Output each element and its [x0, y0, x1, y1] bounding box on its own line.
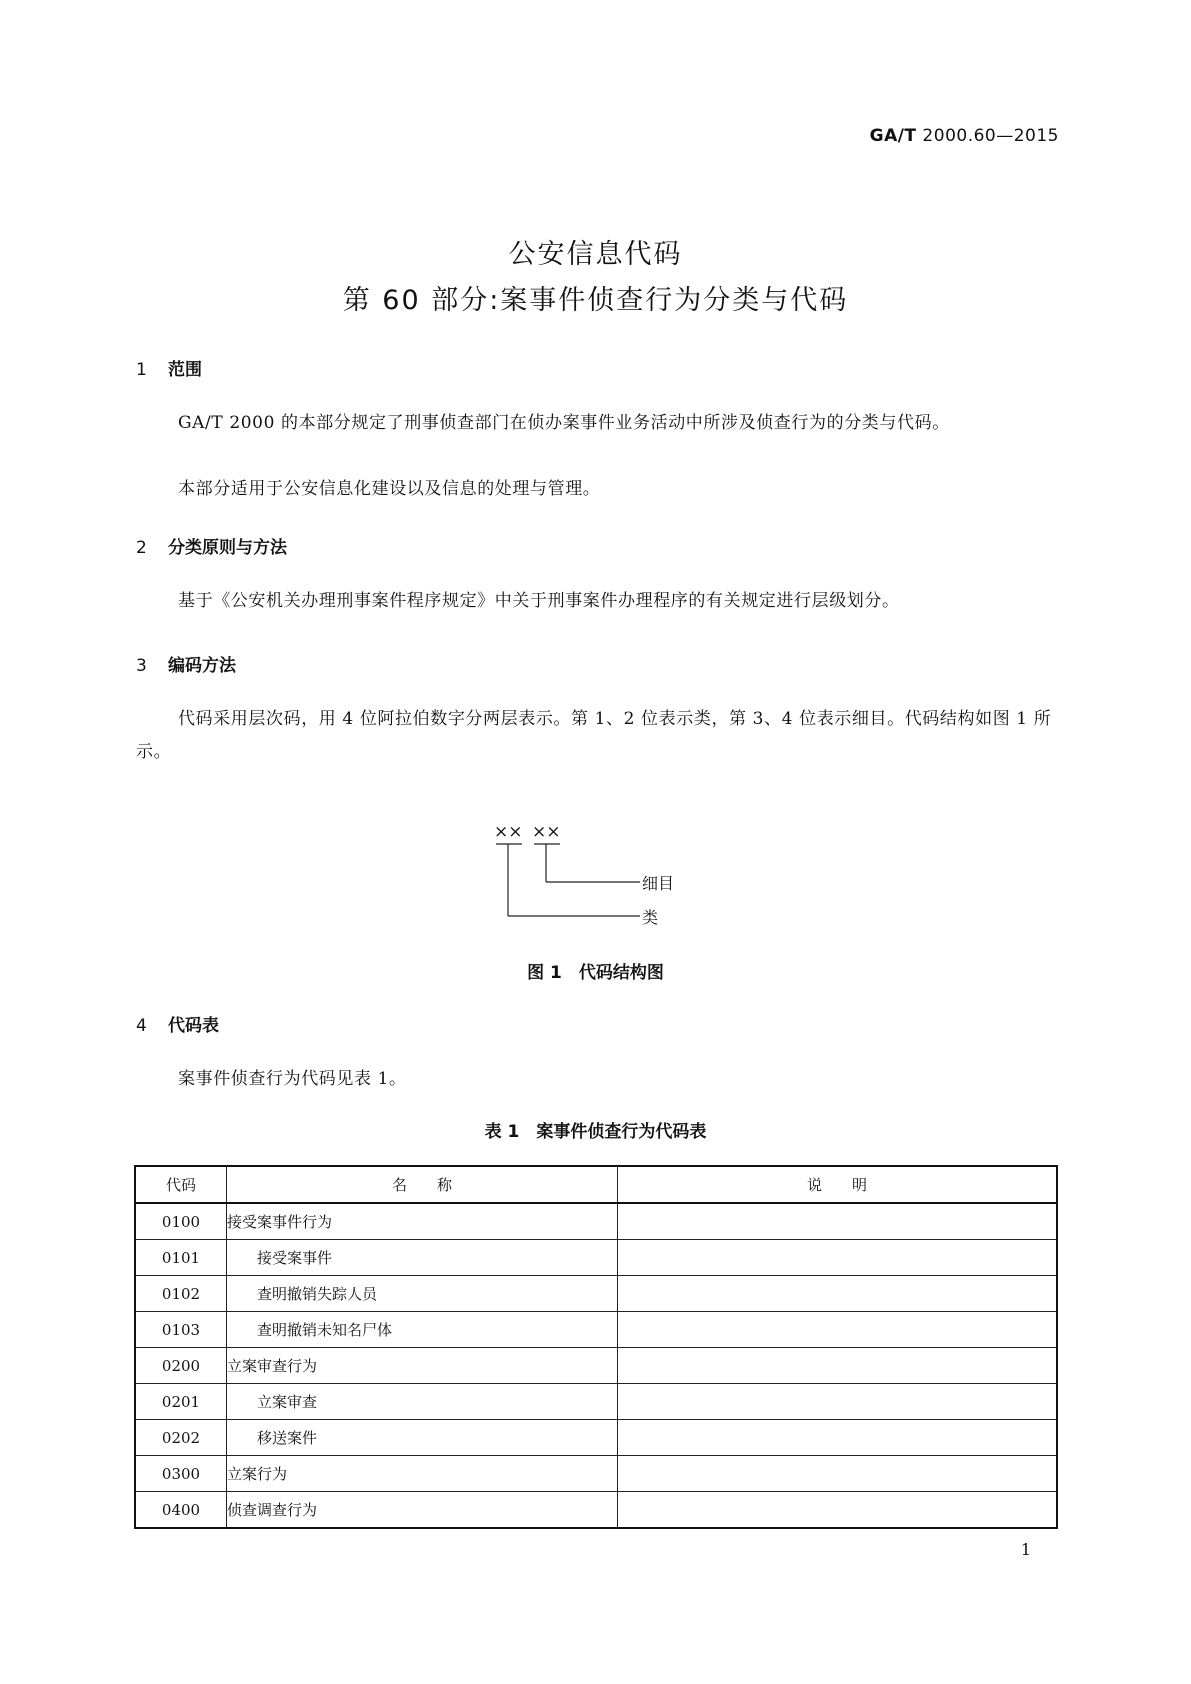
table-header-row	[135, 1166, 1057, 1203]
row-desc	[618, 1203, 1058, 1240]
row-code: 0400	[135, 1492, 227, 1529]
row-name: 立案行为	[227, 1456, 618, 1492]
code-pair-detail: ××	[532, 822, 561, 842]
standard-suffix: 2000.60—2015	[916, 126, 1059, 146]
row-name: 查明撤销未知名尸体	[227, 1312, 618, 1348]
section-2-heading	[136, 533, 287, 558]
section-1-heading	[136, 355, 202, 380]
row-code: 0100	[135, 1203, 227, 1240]
section-3-paragraph-1: 代码采用层次码，用 4 位阿拉伯数字分两层表示。第 1、2 位表示类，第 3、4 位表示细目。代码结构如图 1 所示。	[136, 709, 1052, 762]
section-number: 4	[136, 1016, 147, 1036]
figure-caption: 图 1 代码结构图	[527, 963, 664, 983]
row-name: 立案审查	[227, 1384, 618, 1420]
standard-prefix: GA/T	[869, 126, 917, 146]
row-code: 0202	[135, 1420, 227, 1456]
row-name: 查明撤销失踪人员	[227, 1276, 618, 1312]
structure-lines	[490, 822, 710, 932]
code-table	[134, 1165, 1058, 1529]
document-title-line2: 第 60 部分:案事件侦查行为分类与代码	[342, 285, 849, 316]
row-code: 0200	[135, 1348, 227, 1384]
row-desc	[618, 1312, 1058, 1348]
section-title: 分类原则与方法	[168, 538, 287, 558]
row-name: 接受案事件	[227, 1240, 618, 1276]
section-1-paragraph-2: 本部分适用于公安信息化建设以及信息的处理与管理。	[178, 479, 601, 499]
section-4-heading	[136, 1011, 219, 1036]
row-name: 移送案件	[227, 1420, 618, 1456]
section-3-heading	[136, 651, 236, 676]
table-row	[135, 1312, 1057, 1348]
row-desc	[618, 1348, 1058, 1384]
code-structure-figure	[490, 822, 710, 932]
row-code: 0300	[135, 1456, 227, 1492]
table-row	[135, 1420, 1057, 1456]
row-desc	[618, 1492, 1058, 1529]
header-desc: 说 明	[618, 1166, 1058, 1203]
row-name: 侦查调查行为	[227, 1492, 618, 1529]
table-row	[135, 1203, 1057, 1240]
row-name: 立案审查行为	[227, 1348, 618, 1384]
section-number: 3	[136, 656, 147, 676]
document-title-line1: 公安信息代码	[508, 239, 683, 270]
table-row	[135, 1456, 1057, 1492]
section-title: 编码方法	[168, 656, 236, 676]
table-row	[135, 1348, 1057, 1384]
row-code: 0101	[135, 1240, 227, 1276]
row-desc	[618, 1384, 1058, 1420]
section-number: 1	[136, 360, 147, 380]
table-row	[135, 1384, 1057, 1420]
section-1-paragraph-1: GA/T 2000 的本部分规定了刑事侦查部门在侦办案事件业务活动中所涉及侦查行为的分类与代码。	[178, 413, 950, 433]
standard-number	[870, 126, 1059, 146]
label-detail: 细目	[642, 874, 675, 893]
row-desc	[618, 1456, 1058, 1492]
table-row	[135, 1276, 1057, 1312]
row-name: 接受案事件行为	[227, 1203, 618, 1240]
section-4-paragraph-1: 案事件侦查行为代码见表 1。	[178, 1069, 407, 1089]
row-desc	[618, 1420, 1058, 1456]
code-pair-class: ××	[494, 822, 523, 842]
label-class: 类	[642, 908, 659, 927]
section-number: 2	[136, 538, 147, 558]
table-row	[135, 1492, 1057, 1529]
row-desc	[618, 1240, 1058, 1276]
row-desc	[618, 1276, 1058, 1312]
row-code: 0103	[135, 1312, 227, 1348]
header-code: 代码	[135, 1166, 227, 1203]
table-row	[135, 1240, 1057, 1276]
section-title: 范围	[168, 360, 202, 380]
row-code: 0102	[135, 1276, 227, 1312]
header-name: 名 称	[227, 1166, 618, 1203]
table-caption: 表 1 案事件侦查行为代码表	[484, 1122, 707, 1142]
section-title: 代码表	[168, 1016, 219, 1036]
row-code: 0201	[135, 1384, 227, 1420]
page-number: 1	[1020, 1540, 1031, 1559]
section-2-paragraph-1: 基于《公安机关办理刑事案件程序规定》中关于刑事案件办理程序的有关规定进行层级划分。	[178, 591, 900, 611]
